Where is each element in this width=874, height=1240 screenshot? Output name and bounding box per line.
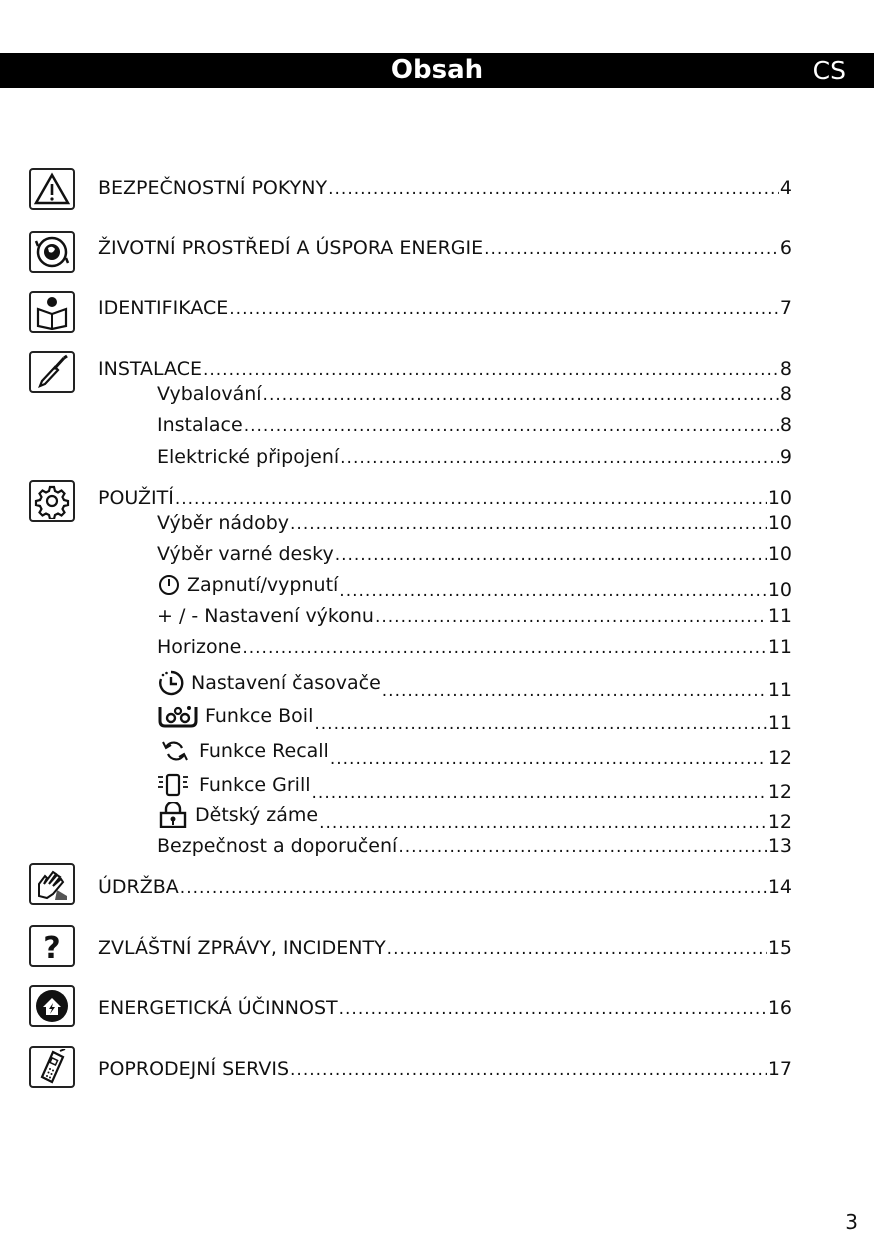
power-icon: [157, 574, 181, 596]
lock-icon: [157, 802, 189, 828]
toc-page: 15: [767, 937, 792, 959]
service-phone-icon: [29, 1046, 75, 1088]
toc-subentry[interactable]: [157, 702, 792, 734]
toc-label: Instalace: [157, 414, 243, 436]
toc-label: Funkce Grill: [199, 774, 311, 796]
leader-dots: [180, 874, 767, 902]
toc-page: 4: [779, 177, 792, 199]
toc-entry-udrzba[interactable]: [98, 873, 792, 901]
leader-dots: [229, 295, 779, 323]
toc-label: Nastavení časovače: [191, 672, 381, 694]
toc-label: Elektrické připojení: [157, 446, 340, 468]
toc-subentry[interactable]: [157, 832, 792, 860]
toc-label: IDENTIFIKACE: [98, 297, 229, 319]
toc-page: 12: [767, 781, 792, 803]
leader-dots: [340, 444, 779, 472]
toc-entry-identifikace[interactable]: [98, 294, 792, 322]
toc-label: Bezpečnost a doporučení: [157, 835, 398, 857]
toc-subentry[interactable]: [157, 540, 792, 568]
toc-subentry[interactable]: [157, 571, 792, 599]
toc-subentry[interactable]: [157, 602, 792, 630]
page-title: Obsah: [390, 55, 484, 85]
toc-label: BEZPEČNOSTNÍ POKYNY: [98, 177, 328, 199]
screwdriver-icon: [29, 351, 75, 393]
toc-page: 10: [767, 543, 792, 565]
identification-icon: [29, 291, 75, 333]
toc-label: Výběr nádoby: [157, 512, 290, 534]
toc-page: 10: [767, 579, 792, 601]
leader-dots: [242, 634, 766, 662]
toc-page: 6: [779, 237, 792, 259]
leader-dots: [263, 381, 779, 409]
toc-subentry[interactable]: [157, 737, 792, 769]
toc-label: Funkce Recall: [199, 740, 329, 762]
language-code: CS: [812, 56, 846, 85]
toc-page: 16: [767, 997, 792, 1019]
leader-dots: [339, 577, 767, 605]
toc-label: Zapnutí/vypnutí: [187, 574, 339, 596]
toc-label: ŽIVOTNÍ PROSTŘEDÍ A ÚSPORA ENERGIE: [98, 237, 484, 259]
question-icon: [29, 925, 75, 967]
toc-page: 11: [767, 679, 792, 701]
toc-label: INSTALACE: [98, 358, 202, 380]
toc-label: + / - Nastavení výkonu: [157, 605, 374, 627]
toc-label: Horizone: [157, 636, 242, 658]
toc-label: ÚDRŽBA: [98, 876, 179, 898]
toc-entry-pouziti[interactable]: [98, 484, 792, 512]
leader-dots: [339, 995, 767, 1023]
toc-label: ZVLÁŠTNÍ ZPRÁVY, INCIDENTY: [98, 937, 386, 959]
toc-label: Dětský záme: [195, 804, 319, 826]
recall-icon: [157, 738, 193, 764]
toc-subentry[interactable]: [157, 380, 792, 408]
toc-entry-prostredi[interactable]: [98, 234, 792, 262]
toc-page: 11: [767, 605, 792, 627]
timer-icon: [157, 670, 185, 696]
leader-dots: [328, 175, 779, 203]
leader-dots: [484, 235, 779, 263]
toc-label: Výběr varné desky: [157, 543, 334, 565]
toc-label: POUŽITÍ: [98, 487, 174, 509]
toc-subentry[interactable]: [157, 771, 792, 803]
toc-label: Vybalování: [157, 383, 262, 405]
leader-dots: [382, 677, 767, 705]
leader-dots: [244, 412, 779, 440]
leader-dots: [314, 710, 766, 738]
toc-subentry[interactable]: [157, 509, 792, 537]
toc-page: 13: [767, 835, 792, 857]
toc-page: 10: [767, 487, 792, 509]
toc-page: 8: [779, 414, 792, 436]
toc-page: 11: [767, 712, 792, 734]
toc-page: 7: [779, 297, 792, 319]
toc-entry-bezpecnost[interactable]: [98, 174, 792, 202]
toc-page: 14: [767, 876, 792, 898]
leader-dots: [290, 1056, 767, 1084]
toc-entry-energeticka[interactable]: [98, 994, 792, 1022]
toc-page: 11: [767, 636, 792, 658]
toc-subentry[interactable]: [157, 411, 792, 439]
toc-subentry[interactable]: [157, 669, 792, 701]
toc-page: 12: [767, 747, 792, 769]
toc-label: POPRODEJNÍ SERVIS: [98, 1058, 290, 1080]
toc-page: 10: [767, 512, 792, 534]
grill-icon: [157, 772, 193, 798]
toc-page: 8: [779, 383, 792, 405]
eco-globe-icon: [29, 231, 75, 273]
leader-dots: [375, 603, 767, 631]
leader-dots: [330, 745, 767, 773]
toc-page: 8: [779, 358, 792, 380]
maintenance-hand-icon: [29, 863, 75, 905]
leader-dots: [387, 935, 767, 963]
page-number: 3: [845, 1210, 858, 1234]
toc-label: ENERGETICKÁ ÚČINNOST: [98, 997, 338, 1019]
toc-subentry[interactable]: [157, 801, 792, 833]
toc-entry-servis[interactable]: [98, 1055, 792, 1083]
toc-subentry[interactable]: [157, 633, 792, 661]
toc-entry-zpravy[interactable]: [98, 934, 792, 962]
warning-icon: [29, 168, 75, 210]
header-bar: [0, 53, 874, 88]
leader-dots: [290, 510, 767, 538]
leader-dots: [398, 833, 767, 861]
toc-subentry[interactable]: [157, 443, 792, 471]
settings-gear-icon: [29, 480, 75, 522]
boil-icon: [157, 703, 199, 729]
energy-house-icon: [29, 985, 75, 1027]
toc-page: 12: [767, 811, 792, 833]
toc-page: 17: [767, 1058, 792, 1080]
toc-label: Funkce Boil: [205, 705, 314, 727]
toc-page: 9: [779, 446, 792, 468]
svg-text:?: ?: [43, 931, 61, 964]
leader-dots: [335, 541, 767, 569]
toc-entry-instalace[interactable]: [98, 355, 792, 383]
